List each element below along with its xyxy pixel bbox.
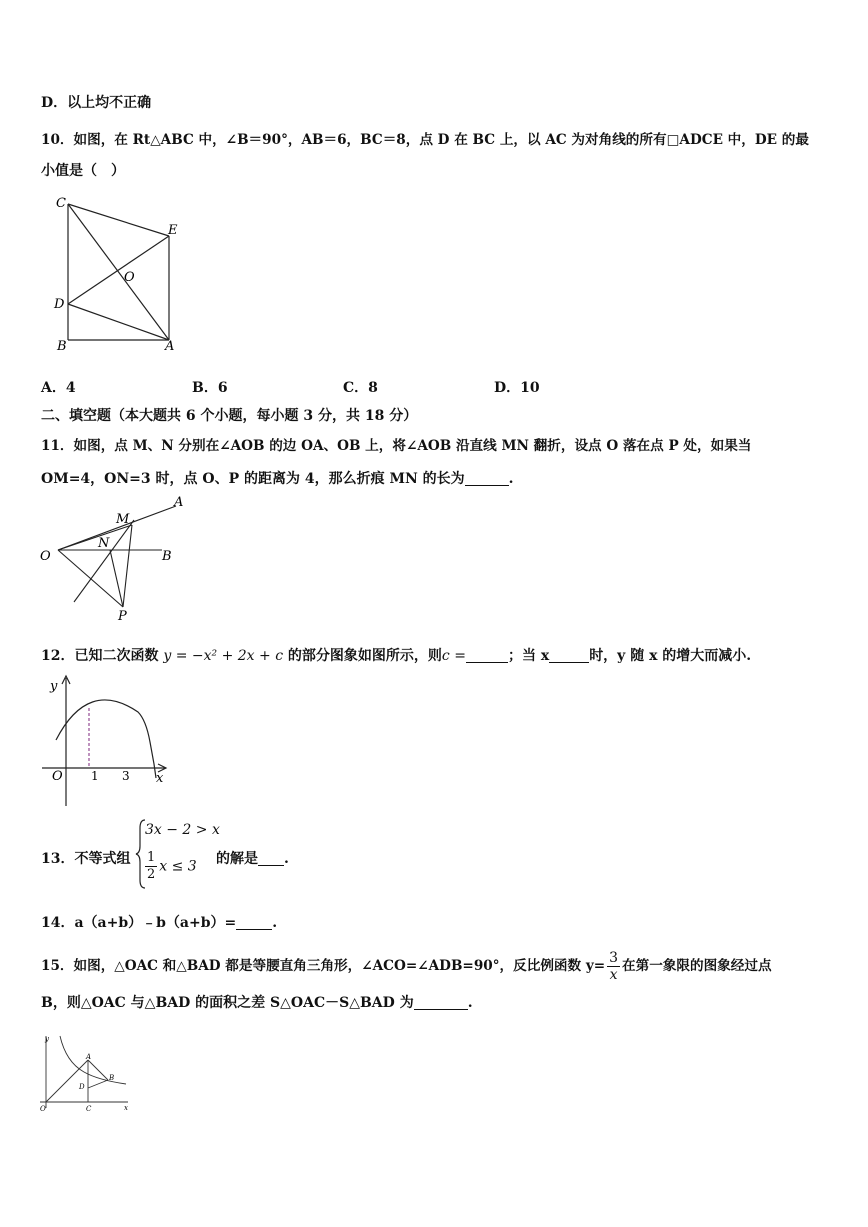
q15-end: . xyxy=(467,995,473,1011)
q13-ineq2-frac xyxy=(145,850,157,883)
q10-label-e: E xyxy=(168,223,178,238)
q10-label-d: D xyxy=(54,297,65,312)
q10-label-o: O xyxy=(124,270,135,285)
q14-text: 14．a（a+b）﹣b（a+b）= xyxy=(41,915,237,931)
q10-stem-line1: 10．如图，在 Rt△ABC 中，∠B＝90°，AB＝6，BC＝8，点 D 在 BC 上，以 AC 为对角线的所有□ADCE 中，DE 的最 xyxy=(41,132,809,148)
q12-label-3: 3 xyxy=(122,769,130,783)
q15-stem-line2 xyxy=(41,992,473,1012)
q13-ineq2-rest: x ≤ 3 xyxy=(159,858,197,875)
q10-label-b: B xyxy=(57,339,67,354)
q12-label-o: O xyxy=(52,769,63,784)
q10-option-c[interactable]: C．8 xyxy=(343,380,378,396)
q13-frac-den: 2 xyxy=(147,867,156,882)
q11-answer-blank[interactable] xyxy=(465,471,509,486)
q15-label-o: O xyxy=(40,1105,46,1113)
q12-label-x: x xyxy=(156,771,164,786)
q10-stem-line2: 小值是（ ） xyxy=(41,163,125,179)
q12-label-y: y xyxy=(50,679,58,694)
q12-label-1: 1 xyxy=(91,769,99,783)
q11-figure xyxy=(36,492,196,624)
q10-label-c: C xyxy=(56,196,66,211)
q11-label-a: A xyxy=(174,495,184,510)
q11-end: . xyxy=(508,471,514,487)
q11-label-b: B xyxy=(162,549,172,564)
q15-stem-line1 xyxy=(41,950,772,983)
q10-option-b[interactable]: B．6 xyxy=(192,380,228,396)
q15-line2: B，则△OAC 与△BAD 的面积之差 S△OAC－S△BAD 为 xyxy=(41,995,414,1011)
q10-option-a[interactable]: A．4 xyxy=(41,380,76,396)
q11-label-n: N xyxy=(98,536,110,551)
q10-option-d[interactable]: D．10 xyxy=(494,380,540,396)
q15-frac-den: x xyxy=(609,967,618,983)
q15-label-b: B xyxy=(109,1074,115,1082)
q15-label-y: y xyxy=(45,1035,49,1043)
q11-stem-line1: 11．如图，点 M、N 分别在∠AOB 的边 OA、OB 上，将∠AOB 沿直线 MN 翻折，设点 O 落在点 P 处，如果当 xyxy=(41,438,752,454)
q12-answer-blank-x[interactable] xyxy=(549,648,589,663)
q12-figure xyxy=(38,672,178,812)
q14-end: . xyxy=(272,915,278,931)
q9-option-d: D．以上均不正确 xyxy=(41,95,152,111)
q13-inequality-system xyxy=(135,818,225,890)
q11-stem-line2 xyxy=(41,468,514,488)
q11-label-o: O xyxy=(40,549,51,564)
q14-stem xyxy=(41,912,277,932)
q13-answer-blank[interactable] xyxy=(258,851,284,866)
q13-prefix: 13．不等式组 xyxy=(41,851,131,867)
q15-label-a: A xyxy=(86,1053,92,1061)
q14-answer-blank[interactable] xyxy=(236,915,272,930)
q12-answer-blank-c[interactable] xyxy=(466,648,508,663)
q15-label-x: x xyxy=(124,1104,128,1112)
q13-ineq1: 3x − 2 > x xyxy=(145,822,220,838)
q15-label-d: D xyxy=(79,1083,85,1091)
q11-label-p: P xyxy=(118,609,127,624)
q12-formula: y = −x² + 2x + c xyxy=(163,648,284,664)
q15-figure xyxy=(36,1032,136,1114)
q10-figure xyxy=(48,192,188,354)
q12-mid: 的部分图象如图所示，则 xyxy=(287,648,442,664)
q15-frac xyxy=(607,950,620,983)
q13-frac-num: 1 xyxy=(147,850,156,865)
q15-line1a: 15．如图，△OAC 和△BAD 都是等腰直角三角形，∠ACO=∠ADB=90°，反比例函数 y= xyxy=(41,958,606,974)
q15-answer-blank[interactable] xyxy=(414,995,468,1010)
q15-frac-num: 3 xyxy=(609,950,619,966)
q12-mid3: 时，y 随 x 的增大而减小. xyxy=(589,648,752,664)
q15-label-c: C xyxy=(86,1105,92,1113)
section2-title: 二、填空题（本大题共 6 个小题，每小题 3 分，共 18 分） xyxy=(41,408,418,424)
q13-suffix: 的解是 xyxy=(216,851,258,867)
q10-label-a: A xyxy=(165,339,175,354)
q11-text: OM=4，ON=3 时，点 O、P 的距离为 4，那么折痕 MN 的长为 xyxy=(41,471,465,487)
q12-c-eq: c = xyxy=(441,648,466,664)
q12-mid2: ；当 x xyxy=(507,648,550,664)
q12-prefix: 12．已知二次函数 xyxy=(41,648,159,664)
q11-label-m: M xyxy=(116,512,130,527)
q12-stem xyxy=(41,645,751,665)
q13-end: . xyxy=(284,851,289,867)
q15-line1b: 在第一象限的图象经过点 xyxy=(622,958,772,974)
q13-suffix-line xyxy=(216,848,289,868)
